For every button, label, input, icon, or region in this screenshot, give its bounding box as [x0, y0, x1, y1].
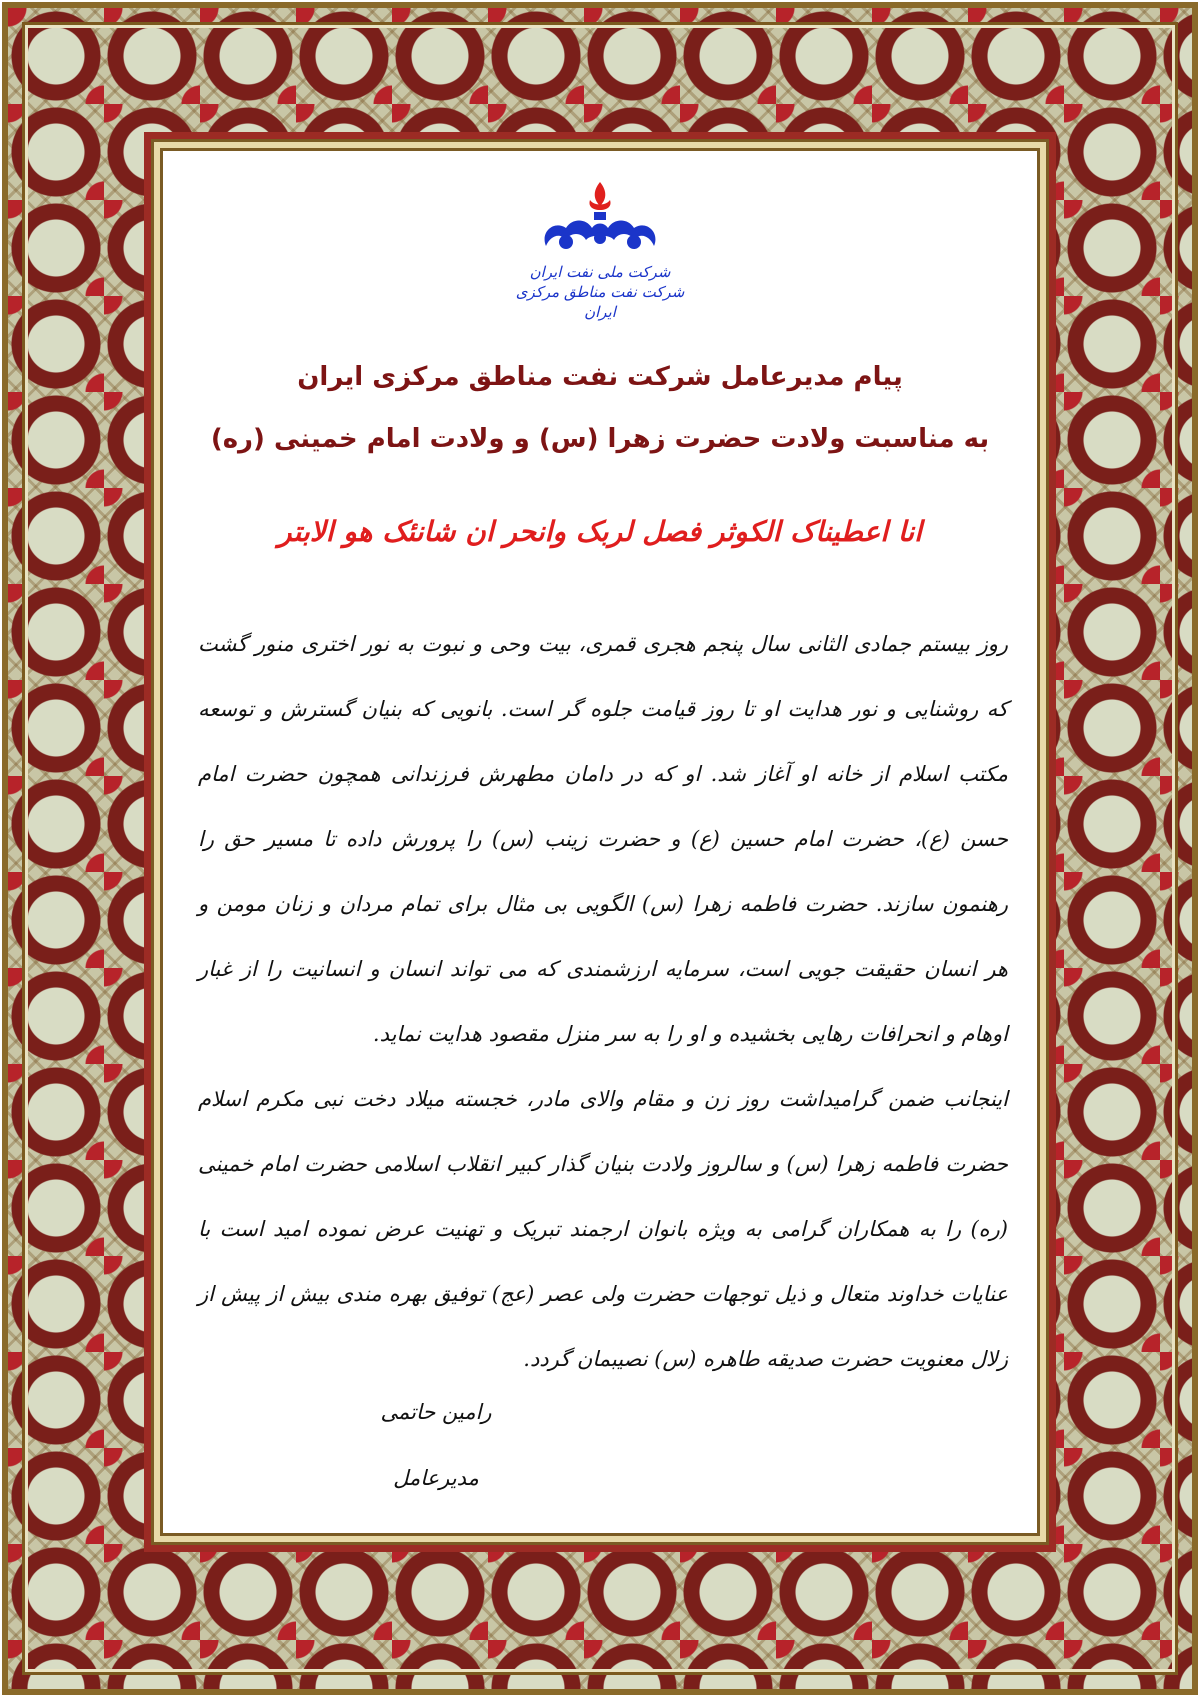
- logo-company-name: شرکت ملی نفت ایران: [529, 263, 671, 281]
- message-occasion: به مناسبت ولادت حضرت زهرا (س) و ولادت امام خمینی (ره): [210, 424, 990, 454]
- body-paragraph-1: روز بیستم جمادی الثانی سال پنجم هجری قمری، بیت وحی و نبوت به نور اختری منور گشت که روشنایی و نور هدایت او تا روز قیامت جلوه گر است. بانویی که بنیان گسترش و توسعه مکتب اسلام از خانه او آغاز شد. او که در دامان مطهرش فرزندانی همچون حضرت امام حسن (ع)، حضرت امام حسین (ع) و حضرت زینب (س) را پرورش داده تا مسیر حق را رهنمون سازند. حضرت فاطمه زهرا (س) الگویی بی مثال برای تمام مردان و زنان مومن و هر انسان حقیقت جویی است، سرمایه ارزشمندی که می تواند انسان و انسانیت را از غبار اوهام و انحرافات رهایی بخشیده و او را به سر منزل مقصود هدایت نماید.: [198, 632, 1008, 1046]
- message-title: پیام مدیرعامل شرکت نفت مناطق مرکزی ایران: [297, 362, 903, 392]
- signatory-name: رامین حاتمی: [380, 1400, 492, 1424]
- message-body: [198, 612, 1008, 1392]
- logo-caption: [510, 262, 690, 322]
- signatory-role: مدیرعامل: [393, 1466, 479, 1490]
- quran-verse: انا اعطیناک الکوثر فصل لربک وانحر ان شانئک هو الابتر: [278, 515, 922, 548]
- body-paragraph-2: اینجانب ضمن گرامیداشت روز زن و مقام والای مادر، خجسته میلاد دخت نبی مکرم اسلام حضرت فاطمه زهرا (س) و سالروز ولادت بنیان گذار کبیر انقلاب اسلامی حضرت امام خمینی (ره) را به همکاران گرامی به ویژه بانوان ارجمند تبریک و تهنیت عرض نموده امید است با عنایات خداوند متعال و ذیل توجهات حضرت ولی عصر (عج) توفیق بهره مندی بیش از پیش از زلال معنویت حضرت صدیقه طاهره (س) نصیبمان گردد.: [198, 1087, 1008, 1371]
- flame-logo-icon: [510, 176, 690, 266]
- company-logo: [510, 176, 690, 346]
- logo-subsidiary-name: شرکت نفت مناطق مرکزی ایران: [515, 283, 685, 321]
